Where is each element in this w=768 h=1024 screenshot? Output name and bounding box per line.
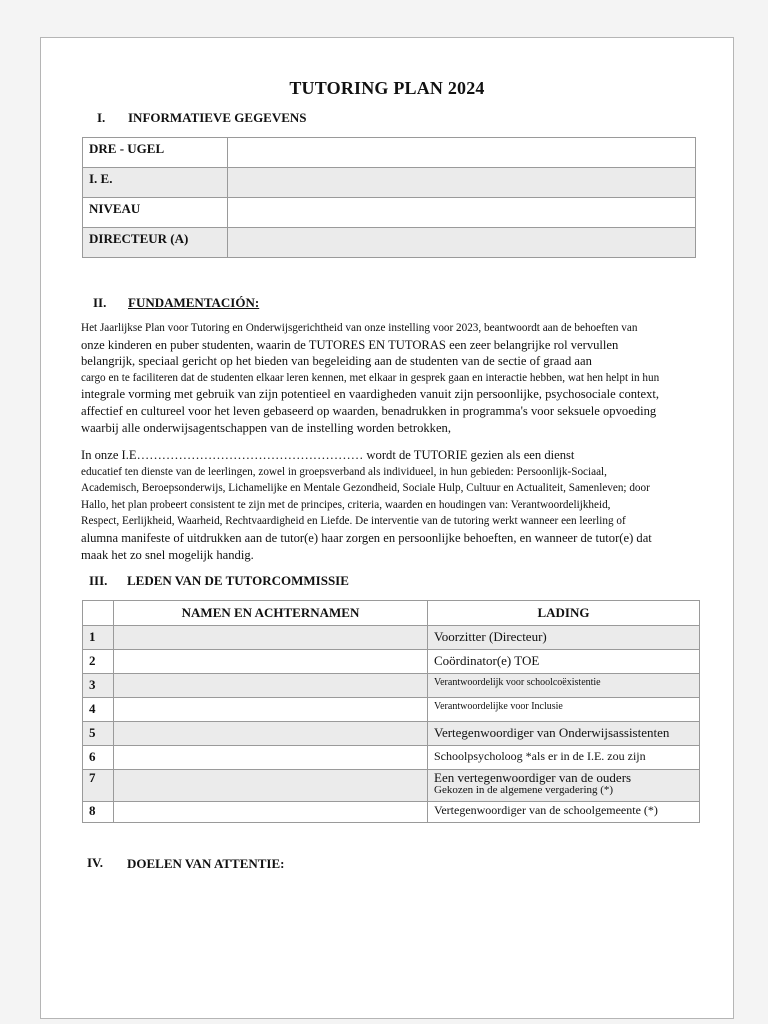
table-row (83, 722, 700, 746)
paragraph-line: belangrijk, speciaal gericht op het bieden van begeleiding aan de studenten van de sectie of graad aan (81, 354, 592, 369)
section-2-title: FUNDAMENTACIÓN: (128, 295, 260, 310)
committee-header-row (83, 601, 700, 626)
paragraph-line: maak het zo snel mogelijk handig. (81, 547, 254, 562)
row-number: 7 (83, 770, 114, 802)
document-title: TUTORING PLAN 2024 (289, 78, 485, 98)
info-label: DRE - UGEL (83, 138, 228, 168)
fundamentacion-paragraph-1 (81, 320, 718, 436)
member-charge: Vertegenwoordiger van de schoolgemeente (*) (428, 802, 700, 823)
info-label: NIVEAU (83, 198, 228, 228)
member-charge: Verantwoordelijk voor schoolcoëxistentie (428, 674, 700, 698)
member-charge: Vertegenwoordiger van Onderwijsassistenten (428, 722, 700, 746)
row-number: 2 (83, 650, 114, 674)
paragraph-line: waarbij alle onderwijsagentschappen van de instelling worden betrokken, (81, 420, 451, 435)
member-name-field[interactable] (114, 674, 428, 698)
member-name-field[interactable] (114, 722, 428, 746)
row-number: 6 (83, 746, 114, 770)
table-row (83, 746, 700, 770)
committee-table (82, 600, 700, 823)
info-table (82, 137, 696, 258)
member-charge: Verantwoordelijke voor Inclusie (428, 698, 700, 722)
row-number: 1 (83, 626, 114, 650)
member-charge: Voorzitter (Directeur) (428, 626, 700, 650)
names-column-header: NAMEN EN ACHTERNAMEN (114, 601, 428, 626)
section-3-number: III. (89, 573, 108, 588)
paragraph-line: Respect, Eerlijkheid, Waarheid, Rechtvaardigheid en Liefde. De interventie van de tutoring werkt wanneer een leerling of (81, 515, 626, 528)
member-name-field[interactable] (114, 650, 428, 674)
table-row (83, 698, 700, 722)
number-column-header (83, 601, 114, 626)
section-2-number: II. (93, 295, 107, 310)
info-row (83, 138, 696, 168)
section-4-title: DOELEN VAN ATTENTIE: (127, 856, 285, 871)
table-row (83, 674, 700, 698)
member-charge (428, 770, 700, 802)
member-charge-sub: Gekozen in de algemene vergadering (*) (434, 784, 614, 796)
info-row (83, 228, 696, 258)
member-charge: Coördinator(e) TOE (428, 650, 700, 674)
table-row (83, 650, 700, 674)
info-value-field[interactable] (228, 228, 696, 258)
member-name-field[interactable] (114, 802, 428, 823)
paragraph-line: integrale vorming met gebruik van zijn potentieel en vaardigheden vanuit zijn persoonlijke, psychosociale context, (81, 387, 660, 402)
member-name-field[interactable] (114, 746, 428, 770)
paragraph-line: cargo en te faciliteren dat de studenten elkaar leren kennen, met elkaar in gesprek gaan en interactie hebben, wat hen helpt in hun (81, 371, 660, 384)
paragraph-line: Hallo, het plan probeert consistent te zijn met de principes, criteria, waarden en houdingen van: Verantwoordelijkheid, (81, 498, 611, 511)
section-4-number: IV. (87, 855, 104, 870)
info-row (83, 198, 696, 228)
section-1-title: INFORMATIEVE GEGEVENS (128, 110, 307, 125)
info-label: I. E. (83, 168, 228, 198)
paragraph-line: educatief ten dienste van de leerlingen, zowel in groepsverband als individueel, in hun gebieden: Persoonlijk-Sociaal, (81, 465, 607, 478)
section-3-title: LEDEN VAN DE TUTORCOMMISSIE (127, 573, 349, 588)
member-charge: Schoolpsycholoog *als er in de I.E. zou zijn (428, 746, 700, 770)
member-name-field[interactable] (114, 770, 428, 802)
fundamentacion-paragraph-2 (81, 447, 718, 563)
paragraph-line: alumna manifeste of uitdrukken aan de tutor(e) haar zorgen en persoonlijke behoeften, en wanneer de tutor(e) dat (81, 530, 652, 545)
info-value-field[interactable] (228, 138, 696, 168)
info-value-field[interactable] (228, 198, 696, 228)
member-name-field[interactable] (114, 698, 428, 722)
row-number: 8 (83, 802, 114, 823)
table-row (83, 626, 700, 650)
table-row (83, 770, 700, 802)
paragraph-line: affectief en cultureel voor het leven gebaseerd op waarden, benadrukken in programma's voor seksuele opvoeding (81, 403, 657, 418)
row-number: 5 (83, 722, 114, 746)
member-name-field[interactable] (114, 626, 428, 650)
paragraph-line: onze kinderen en puber studenten, waarin de TUTORES EN TUTORAS een zeer belangrijke rol vervullen (81, 337, 619, 352)
table-row (83, 802, 700, 823)
charge-column-header: LADING (428, 601, 700, 626)
row-number: 3 (83, 674, 114, 698)
document-page (40, 37, 734, 1019)
paragraph-line: Het Jaarlijkse Plan voor Tutoring en Onderwijsgerichtheid van onze instelling voor 2023, beantwoordt aan de behoeften van (81, 322, 638, 334)
paragraph-line: Academisch, Beroepsonderwijs, Lichamelijke en Mentale Gezondheid, Sociale Hulp, Cultuur en Actualiteit, Samenleven; door (81, 482, 650, 495)
info-value-field[interactable] (228, 168, 696, 198)
member-charge-main: Een vertegenwoordiger van de ouders (434, 770, 632, 785)
section-1-number: I. (97, 110, 106, 125)
paragraph-line: In onze I.E……………………………………………… wordt de TUTORIE gezien als een dienst (81, 448, 575, 462)
row-number: 4 (83, 698, 114, 722)
info-label: DIRECTEUR (A) (83, 228, 228, 258)
info-row (83, 168, 696, 198)
